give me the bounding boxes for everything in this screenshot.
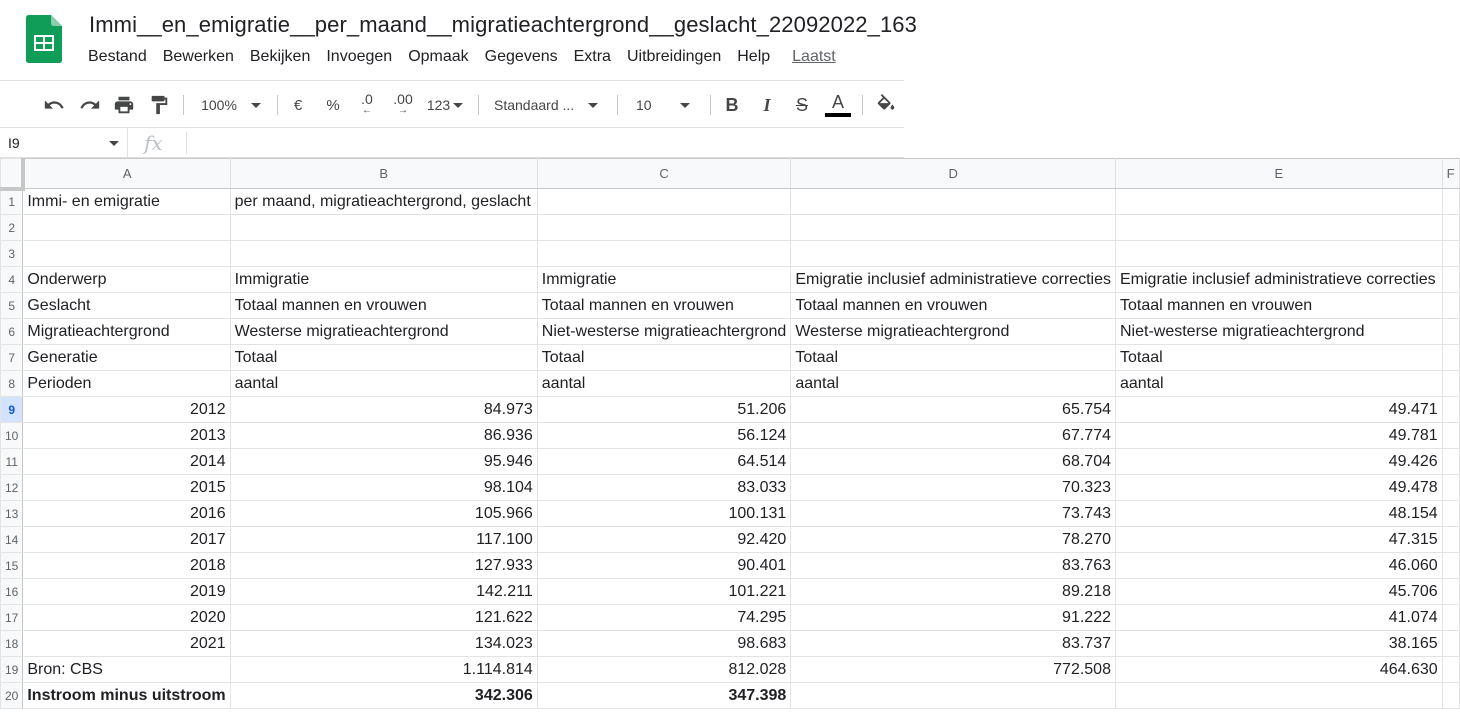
cell-b19[interactable]: 1.114.814 xyxy=(230,657,537,683)
cell-e12[interactable]: 49.478 xyxy=(1115,475,1442,501)
table-row xyxy=(1,267,1460,293)
row-header[interactable]: 8 xyxy=(1,371,23,397)
cell-b14[interactable]: 117.100 xyxy=(230,527,537,553)
arrow-right-icon: → xyxy=(398,105,408,116)
increase-decimals-label: .00 xyxy=(393,91,413,107)
cell-c12[interactable]: 83.033 xyxy=(537,475,791,501)
cell-f2[interactable] xyxy=(1442,215,1459,241)
undo-button[interactable] xyxy=(40,89,68,121)
cell-e1[interactable] xyxy=(1115,189,1442,215)
row-header[interactable]: 17 xyxy=(1,605,23,631)
cell-f3[interactable] xyxy=(1442,241,1459,267)
currency-format-button[interactable]: € xyxy=(293,96,303,114)
cell-d4[interactable]: Emigratie inclusief administratieve correcties xyxy=(791,267,1116,293)
cell-c6[interactable]: Niet-westerse migratieachtergrond xyxy=(537,319,791,345)
cell-text: Emigratie inclusief administratieve correcties xyxy=(1119,270,1436,288)
cell-e11[interactable]: 49.426 xyxy=(1115,449,1442,475)
row-header[interactable]: 19 xyxy=(1,657,23,683)
chevron-down-icon xyxy=(453,103,463,108)
table-row xyxy=(1,527,1460,553)
font-family-value: Standaard ... xyxy=(494,97,575,113)
cell-c1[interactable] xyxy=(537,189,791,215)
text-color-button[interactable] xyxy=(824,89,852,121)
increase-decimals-button[interactable] xyxy=(388,89,418,121)
menu-gegevens[interactable]: Gegevens xyxy=(484,48,558,65)
column-header-row xyxy=(1,159,1460,189)
table-row xyxy=(1,397,1460,423)
cell-f11[interactable] xyxy=(1442,449,1459,475)
font-size-select[interactable] xyxy=(628,89,700,121)
table-row xyxy=(1,579,1460,605)
table-row xyxy=(1,449,1460,475)
cell-b6[interactable]: Westerse migratieachtergrond xyxy=(230,319,537,345)
table-row xyxy=(1,189,1460,215)
cell-f5[interactable] xyxy=(1442,293,1459,319)
cell-d9[interactable]: 65.754 xyxy=(791,397,1116,423)
cell-b2[interactable] xyxy=(230,215,537,241)
row-header[interactable]: 5 xyxy=(1,293,23,319)
cell-b15[interactable]: 127.933 xyxy=(230,553,537,579)
row-header[interactable]: 6 xyxy=(1,319,23,345)
table-row xyxy=(1,215,1460,241)
cell-b18[interactable]: 134.023 xyxy=(230,631,537,657)
chevron-down-icon xyxy=(251,103,261,108)
cell-d17[interactable]: 91.222 xyxy=(791,605,1116,631)
table-row xyxy=(1,293,1460,319)
row-header[interactable]: 14 xyxy=(1,527,23,553)
menu-bar xyxy=(80,46,844,72)
cell-c9[interactable]: 51.206 xyxy=(537,397,791,423)
spreadsheet-grid xyxy=(0,158,1455,712)
column-header-e[interactable]: E xyxy=(1115,159,1442,189)
cell-a17[interactable]: 2020 xyxy=(23,605,230,631)
table-row xyxy=(1,605,1460,631)
cell-b7[interactable]: Totaal xyxy=(230,345,537,371)
column-header-a[interactable]: A xyxy=(23,159,230,189)
column-header-c[interactable]: C xyxy=(537,159,791,189)
cell-f4[interactable] xyxy=(1442,267,1459,293)
row-header[interactable]: 12 xyxy=(1,475,23,501)
cell-a10[interactable]: 2013 xyxy=(23,423,230,449)
cell-d3[interactable] xyxy=(791,241,1116,267)
cell-f12[interactable] xyxy=(1442,475,1459,501)
menu-extra[interactable]: Extra xyxy=(573,48,611,65)
cell-a15[interactable]: 2018 xyxy=(23,553,230,579)
italic-button[interactable]: I xyxy=(763,94,771,115)
cell-e4[interactable] xyxy=(1115,267,1442,293)
menu-uitbreidingen[interactable]: Uitbreidingen xyxy=(626,48,722,65)
cell-c13[interactable]: 100.131 xyxy=(537,501,791,527)
chevron-down-icon xyxy=(109,141,119,146)
cell-b10[interactable]: 86.936 xyxy=(230,423,537,449)
row-header[interactable]: 13 xyxy=(1,501,23,527)
cell-a12[interactable]: 2015 xyxy=(23,475,230,501)
cell-c18[interactable]: 98.683 xyxy=(537,631,791,657)
cell-f17[interactable] xyxy=(1442,605,1459,631)
toolbar-divider xyxy=(478,95,479,115)
cell-b8[interactable]: aantal xyxy=(230,371,537,397)
undo-icon xyxy=(43,94,65,116)
cell-c5[interactable]: Totaal mannen en vrouwen xyxy=(537,293,791,319)
cell-d2[interactable] xyxy=(791,215,1116,241)
cell-f14[interactable] xyxy=(1442,527,1459,553)
print-button[interactable] xyxy=(110,89,138,121)
cell-f13[interactable] xyxy=(1442,501,1459,527)
table-row xyxy=(1,631,1460,657)
toolbar-divider xyxy=(710,95,711,115)
fx-icon: fx xyxy=(144,131,163,155)
header xyxy=(0,0,917,80)
cell-d10[interactable]: 67.774 xyxy=(791,423,1116,449)
cell-e15[interactable]: 46.060 xyxy=(1115,553,1442,579)
cell-a4[interactable]: Onderwerp xyxy=(23,267,230,293)
cell-d14[interactable]: 78.270 xyxy=(791,527,1116,553)
menu-help[interactable]: Help xyxy=(737,48,771,65)
cell-c14[interactable]: 92.420 xyxy=(537,527,791,553)
cell-b12[interactable]: 98.104 xyxy=(230,475,537,501)
cell-a9[interactable]: 2012 xyxy=(23,397,230,423)
cell-a6[interactable]: Migratieachtergrond xyxy=(23,319,230,345)
menu-bestand[interactable]: Bestand xyxy=(88,48,147,65)
cell-d6[interactable]: Westerse migratieachtergrond xyxy=(791,319,1116,345)
cell-a1[interactable]: Immi- en emigratie xyxy=(23,189,230,215)
cell-d11[interactable]: 68.704 xyxy=(791,449,1116,475)
cell-d19[interactable]: 772.508 xyxy=(791,657,1116,683)
redo-icon xyxy=(79,94,101,116)
cell-c3[interactable] xyxy=(537,241,791,267)
last-edit-link[interactable]: Laatst xyxy=(792,48,836,65)
paint-bucket-icon xyxy=(875,94,897,116)
cell-d15[interactable]: 83.763 xyxy=(791,553,1116,579)
cell-f1[interactable] xyxy=(1442,189,1459,215)
font-family-select[interactable] xyxy=(490,89,608,121)
paint-format-icon xyxy=(148,94,170,116)
cell-e7[interactable] xyxy=(1115,345,1442,371)
toolbar xyxy=(0,80,904,128)
strikethrough-button[interactable]: S xyxy=(795,94,808,115)
sheet-table xyxy=(0,158,1460,709)
cell-reference: I9 xyxy=(8,135,20,151)
cell-e8[interactable] xyxy=(1115,371,1442,397)
cell-a2[interactable] xyxy=(23,215,230,241)
cell-b9[interactable]: 84.973 xyxy=(230,397,537,423)
arrow-left-icon: ← xyxy=(362,105,372,116)
cell-c16[interactable]: 101.221 xyxy=(537,579,791,605)
cell-e16[interactable]: 45.706 xyxy=(1115,579,1442,605)
cell-c2[interactable] xyxy=(537,215,791,241)
row-header[interactable]: 10 xyxy=(1,423,23,449)
cell-e18[interactable]: 38.165 xyxy=(1115,631,1442,657)
cell-c7[interactable]: Totaal xyxy=(537,345,791,371)
table-row xyxy=(1,319,1460,345)
name-box[interactable] xyxy=(0,128,128,158)
cell-c8[interactable]: aantal xyxy=(537,371,791,397)
row-header[interactable]: 9 xyxy=(1,397,23,423)
cell-e3[interactable] xyxy=(1115,241,1442,267)
cell-c17[interactable]: 74.295 xyxy=(537,605,791,631)
cell-e17[interactable]: 41.074 xyxy=(1115,605,1442,631)
decrease-decimals-label: .0 xyxy=(361,91,373,107)
cell-f6[interactable] xyxy=(1442,319,1459,345)
cell-b17[interactable]: 121.622 xyxy=(230,605,537,631)
cell-b11[interactable]: 95.946 xyxy=(230,449,537,475)
text-color-bar xyxy=(825,113,851,117)
table-row xyxy=(1,501,1460,527)
text-color-label: A xyxy=(831,92,844,112)
sheets-logo-icon[interactable] xyxy=(26,15,62,63)
cell-e9[interactable]: 49.471 xyxy=(1115,397,1442,423)
table-row xyxy=(1,345,1460,371)
formula-input[interactable] xyxy=(196,134,886,152)
cell-a13[interactable]: 2016 xyxy=(23,501,230,527)
cell-d12[interactable]: 70.323 xyxy=(791,475,1116,501)
cell-d13[interactable]: 73.743 xyxy=(791,501,1116,527)
cell-e5[interactable] xyxy=(1115,293,1442,319)
row-header[interactable]: 1 xyxy=(1,189,23,215)
cell-d8[interactable]: aantal xyxy=(791,371,1116,397)
cell-a18[interactable]: 2021 xyxy=(23,631,230,657)
cell-c10[interactable]: 56.124 xyxy=(537,423,791,449)
menu-invoegen[interactable]: Invoegen xyxy=(326,48,393,65)
cell-d16[interactable]: 89.218 xyxy=(791,579,1116,605)
cell-e6[interactable] xyxy=(1115,319,1442,345)
cell-e2[interactable] xyxy=(1115,215,1442,241)
cell-b16[interactable]: 142.211 xyxy=(230,579,537,605)
cell-c4[interactable]: Immigratie xyxy=(537,267,791,293)
table-row xyxy=(1,553,1460,579)
cell-d5[interactable]: Totaal mannen en vrouwen xyxy=(791,293,1116,319)
row-header[interactable]: 15 xyxy=(1,553,23,579)
cell-d20[interactable] xyxy=(791,683,1116,709)
select-all-corner[interactable] xyxy=(1,159,23,189)
cell-c19[interactable]: 812.028 xyxy=(537,657,791,683)
cell-d7[interactable]: Totaal xyxy=(791,345,1116,371)
column-header-b[interactable]: B xyxy=(230,159,537,189)
cell-b1[interactable] xyxy=(230,189,537,215)
cell-c15[interactable]: 90.401 xyxy=(537,553,791,579)
cell-f9[interactable] xyxy=(1442,397,1459,423)
table-row xyxy=(1,683,1460,709)
cell-b20[interactable]: 342.306 xyxy=(230,683,537,709)
cell-f8[interactable] xyxy=(1442,371,1459,397)
percent-format-button[interactable]: % xyxy=(326,96,340,114)
cell-a19[interactable]: Bron: CBS xyxy=(23,657,230,683)
row-header[interactable]: 18 xyxy=(1,631,23,657)
cell-f20[interactable] xyxy=(1442,683,1459,709)
column-header-d[interactable]: D xyxy=(791,159,1116,189)
row-header[interactable]: 16 xyxy=(1,579,23,605)
number-format-select[interactable] xyxy=(422,89,468,121)
cell-f16[interactable] xyxy=(1442,579,1459,605)
cell-e20[interactable] xyxy=(1115,683,1442,709)
cell-d18[interactable]: 83.737 xyxy=(791,631,1116,657)
cell-e13[interactable]: 48.154 xyxy=(1115,501,1442,527)
table-row xyxy=(1,423,1460,449)
cell-text: per maand, migratieachtergrond, geslacht xyxy=(234,192,531,210)
cell-e14[interactable]: 47.315 xyxy=(1115,527,1442,553)
toolbar-divider xyxy=(617,95,618,115)
cell-a14[interactable]: 2017 xyxy=(23,527,230,553)
formula-divider xyxy=(186,132,187,154)
cell-a7[interactable]: Generatie xyxy=(23,345,230,371)
fill-color-button[interactable] xyxy=(872,89,900,121)
cell-text: aantal xyxy=(1119,374,1164,392)
cell-a16[interactable]: 2019 xyxy=(23,579,230,605)
number-format-label: 123 xyxy=(426,97,451,113)
cell-f15[interactable] xyxy=(1442,553,1459,579)
row-header[interactable]: 7 xyxy=(1,345,23,371)
cell-text: Niet-westerse migratieachtergrond xyxy=(1119,322,1365,340)
toolbar-divider xyxy=(183,95,184,115)
decrease-decimals-button[interactable] xyxy=(354,89,380,121)
table-row xyxy=(1,371,1460,397)
paint-format-button[interactable] xyxy=(145,89,173,121)
cell-a20[interactable]: Instroom minus uitstroom xyxy=(23,683,230,709)
cell-f10[interactable] xyxy=(1442,423,1459,449)
cell-a5[interactable]: Geslacht xyxy=(23,293,230,319)
table-row xyxy=(1,475,1460,501)
document-title[interactable]: Immi__en_emigratie__per_maand__migratieachtergrond__geslacht_22092022_163 xyxy=(89,12,917,37)
cell-f18[interactable] xyxy=(1442,631,1459,657)
cell-a3[interactable] xyxy=(23,241,230,267)
cell-b5[interactable]: Totaal mannen en vrouwen xyxy=(230,293,537,319)
cell-a11[interactable]: 2014 xyxy=(23,449,230,475)
cell-d1[interactable] xyxy=(791,189,1116,215)
chevron-down-icon xyxy=(680,103,690,108)
print-icon xyxy=(113,94,135,116)
row-header[interactable]: 2 xyxy=(1,215,23,241)
cell-text: Totaal xyxy=(1119,348,1163,366)
row-header[interactable]: 3 xyxy=(1,241,23,267)
menu-opmaak[interactable]: Opmaak xyxy=(408,48,469,65)
cell-e10[interactable]: 49.781 xyxy=(1115,423,1442,449)
redo-button[interactable] xyxy=(76,89,104,121)
table-row xyxy=(1,657,1460,683)
cell-text: Totaal mannen en vrouwen xyxy=(1119,296,1313,314)
menu-bewerken[interactable]: Bewerken xyxy=(162,48,234,65)
row-header[interactable]: 20 xyxy=(1,683,23,709)
cell-f7[interactable] xyxy=(1442,345,1459,371)
cell-b3[interactable] xyxy=(230,241,537,267)
cell-e19[interactable]: 464.630 xyxy=(1115,657,1442,683)
bold-button[interactable]: B xyxy=(725,94,739,115)
toolbar-divider xyxy=(862,95,863,115)
row-header[interactable]: 4 xyxy=(1,267,23,293)
column-header-f[interactable]: F xyxy=(1442,159,1459,189)
cell-c11[interactable]: 64.514 xyxy=(537,449,791,475)
cell-b4[interactable]: Immigratie xyxy=(230,267,537,293)
table-row xyxy=(1,241,1460,267)
toolbar-divider xyxy=(277,95,278,115)
menu-bekijken[interactable]: Bekijken xyxy=(249,48,311,65)
font-size-value: 10 xyxy=(636,97,652,113)
cell-a8[interactable]: Perioden xyxy=(23,371,230,397)
zoom-select[interactable] xyxy=(194,89,268,121)
row-header[interactable]: 11 xyxy=(1,449,23,475)
cell-b13[interactable]: 105.966 xyxy=(230,501,537,527)
cell-c20[interactable]: 347.398 xyxy=(537,683,791,709)
cell-f19[interactable] xyxy=(1442,657,1459,683)
chevron-down-icon xyxy=(588,103,598,108)
formula-bar xyxy=(0,128,904,158)
zoom-value: 100% xyxy=(201,97,237,113)
